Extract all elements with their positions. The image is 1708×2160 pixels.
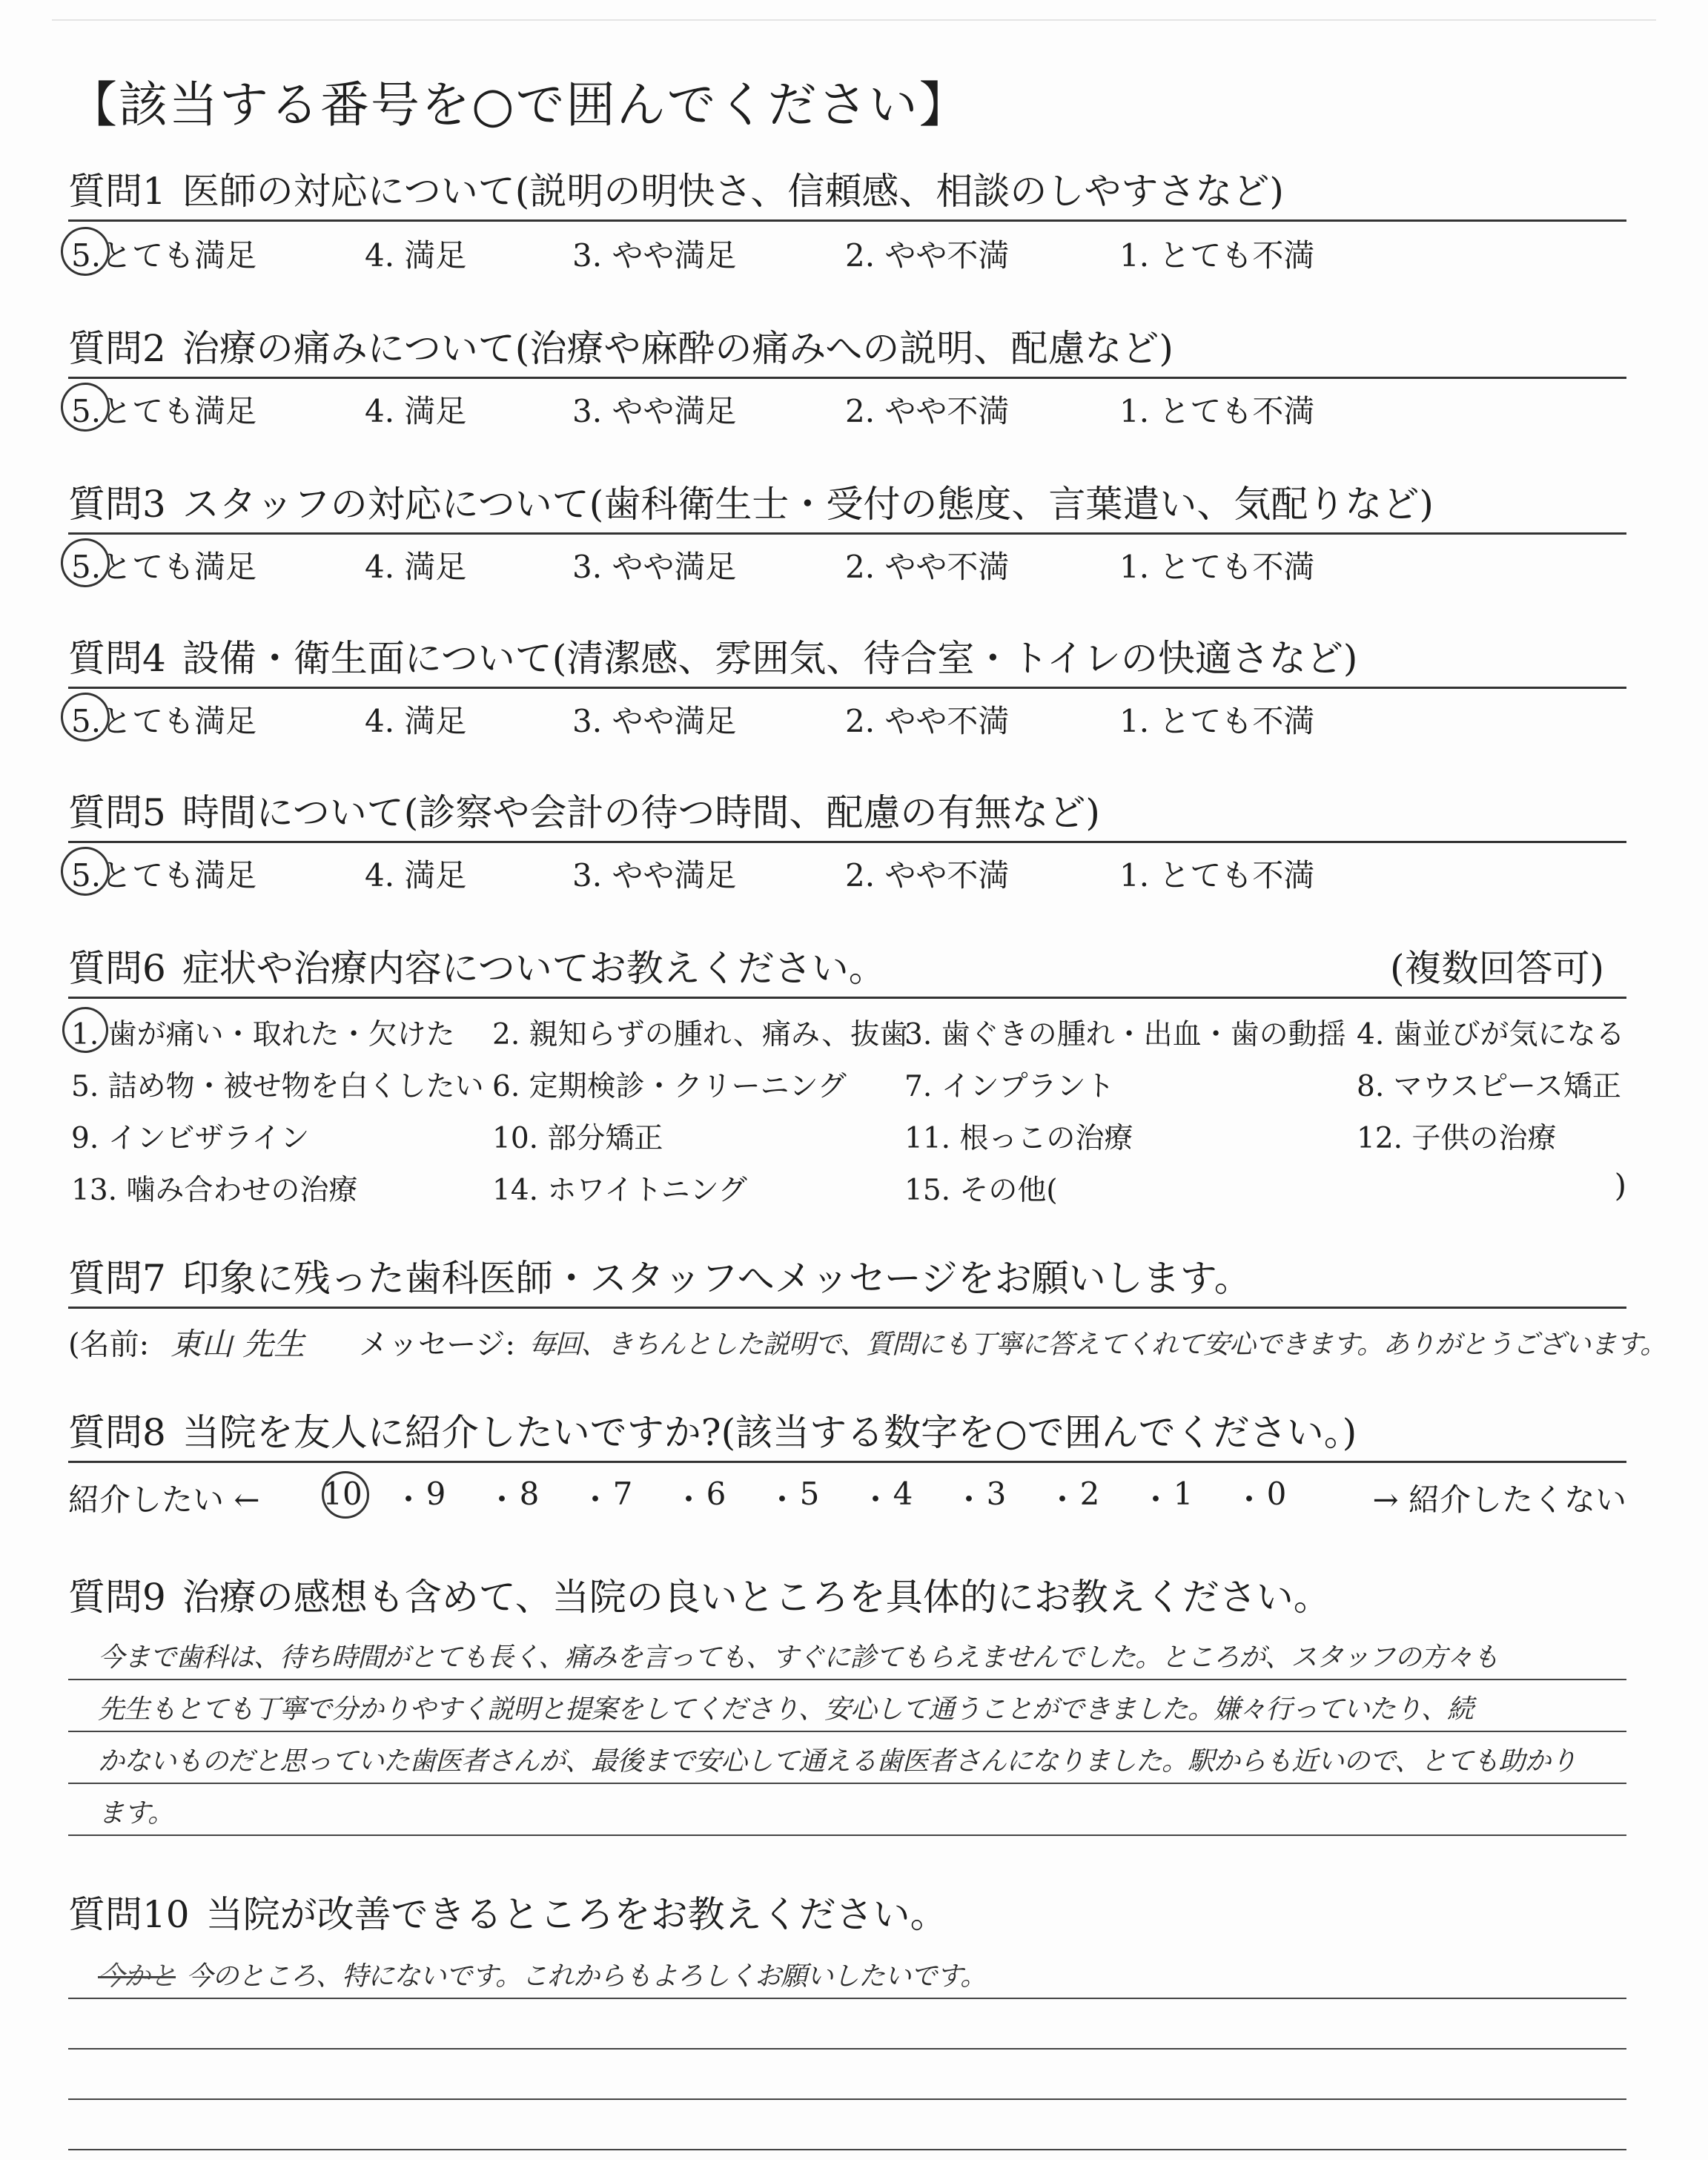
q2-option-4[interactable]: 4. 満足 <box>365 393 467 429</box>
q8-score-2[interactable]: 2 <box>1079 1476 1100 1512</box>
question-6-row-1 <box>71 1011 1626 1054</box>
q4-option-3[interactable]: 3. やや満足 <box>572 703 737 739</box>
q8-separator: ・ <box>580 1482 612 1518</box>
question-2-header <box>68 326 1626 379</box>
question-2-label: 質問2 <box>68 327 166 370</box>
q9-answer-line-1[interactable] <box>68 1628 1626 1680</box>
question-1-label: 質問1 <box>68 170 166 213</box>
question-9-title: 治療の感想も含めて、当院の良いところを具体的にお教えください。 <box>182 1576 1331 1619</box>
q8-score-6[interactable]: 6 <box>706 1476 726 1512</box>
question-8-header <box>68 1410 1626 1463</box>
q2-option-1[interactable]: 1. とても不満 <box>1119 393 1315 429</box>
q8-score-9[interactable]: 9 <box>426 1476 446 1512</box>
question-6-note: (複数回答可) <box>1389 947 1604 990</box>
q5-option-3[interactable]: 3. やや満足 <box>572 857 737 894</box>
q8-score-5[interactable]: 5 <box>799 1476 820 1512</box>
question-6-label: 質問6 <box>68 947 166 990</box>
q3-option-1[interactable]: 1. とても不満 <box>1119 549 1315 585</box>
form-title: 【該当する番号を○で囲んでください】 <box>68 76 970 133</box>
q10-answer-line-2[interactable] <box>68 1998 1626 2050</box>
q6-option-9[interactable]: 9. インビザライン <box>71 1122 310 1155</box>
question-10-label: 質問10 <box>68 1893 190 1936</box>
q2-option-2[interactable]: 2. やや不満 <box>845 393 1010 429</box>
question-4-title: 設備・衛生面について(清潔感、雰囲気、待合室・トイレの快適さなど) <box>182 637 1358 680</box>
q6-option-11[interactable]: 11. 根っこの治療 <box>904 1122 1133 1155</box>
q6-option-8[interactable]: 8. マウスピース矯正 <box>1357 1070 1621 1103</box>
q4-option-5[interactable]: 5.とても満足 <box>71 697 256 742</box>
q7-message-label: メッセージ: <box>358 1327 515 1362</box>
q8-score-0[interactable]: 0 <box>1266 1476 1287 1512</box>
q8-left-label: 紹介したい ← <box>68 1482 260 1518</box>
q7-name-label: (名前: <box>68 1327 150 1362</box>
q3-option-3[interactable]: 3. やや満足 <box>572 549 737 585</box>
q5-option-2[interactable]: 2. やや不満 <box>845 857 1010 894</box>
question-6-row-2 <box>71 1063 1626 1106</box>
q10-answer-text-1: 今のところ、特にないです。これからもよろしくお願いしたいです。 <box>186 1961 987 1992</box>
question-6-row-3 <box>71 1115 1626 1158</box>
q10-answer-line-1[interactable] <box>68 1947 1626 1999</box>
question-7-header <box>68 1256 1626 1309</box>
q6-option-2[interactable]: 2. 親知らずの腫れ、痛み、抜歯 <box>492 1018 909 1051</box>
q8-separator: ・ <box>673 1482 705 1518</box>
q10-answer-line-3[interactable] <box>68 2048 1626 2100</box>
question-6-row-4 <box>71 1167 1626 1210</box>
question-10-title: 当院が改善できるところをお教えください。 <box>205 1893 947 1936</box>
q1-option-3[interactable]: 3. やや満足 <box>572 237 737 274</box>
q6-option-5[interactable]: 5. 詰め物・被せ物を白くしたい <box>71 1070 484 1103</box>
q8-separator: ・ <box>1047 1482 1079 1518</box>
question-7-answer <box>68 1320 1664 1372</box>
question-6-title: 症状や治療内容についてお教えください。 <box>182 947 886 990</box>
q6-option-3[interactable]: 3. 歯ぐきの腫れ・出血・歯の動揺 <box>904 1018 1346 1051</box>
q6-option-1[interactable]: 1. 歯が痛い・取れた・欠けた <box>71 1011 455 1053</box>
q6-option-6[interactable]: 6. 定期検診・クリーニング <box>492 1070 847 1103</box>
q9-answer-line-3[interactable] <box>68 1732 1626 1784</box>
q3-option-4[interactable]: 4. 満足 <box>365 549 467 585</box>
q5-option-5[interactable]: 5.とても満足 <box>71 851 256 896</box>
q8-score-1[interactable]: 1 <box>1173 1476 1194 1512</box>
question-7-title: 印象に残った歯科医師・スタッフへメッセージをお願いします。 <box>182 1257 1251 1300</box>
q6-option-4[interactable]: 4. 歯並びが気になる <box>1357 1018 1625 1051</box>
question-4-header <box>68 636 1626 689</box>
q8-score-7[interactable]: 7 <box>612 1476 633 1512</box>
q9-answer-text-1: 今まで歯科は、待ち時間がとても長く、痛みを言っても、すぐに診てもらえませんでした。ところが、スタッフの方々も <box>98 1642 1499 1673</box>
question-3-label: 質問3 <box>68 483 166 526</box>
q2-option-5[interactable]: 5.とても満足 <box>71 387 256 432</box>
question-1-title: 医師の対応について(説明の明快さ、信頼感、相談のしやすさなど) <box>182 170 1284 213</box>
question-3-header <box>68 482 1626 535</box>
q8-right-label: → 紹介したくない <box>1372 1482 1626 1518</box>
question-4-label: 質問4 <box>68 637 166 680</box>
question-8-scale <box>68 1470 1626 1522</box>
question-7-label: 質問7 <box>68 1257 166 1300</box>
question-9-header <box>68 1575 1626 1625</box>
q8-separator: ・ <box>860 1482 892 1518</box>
q7-name-value[interactable]: 東山 先生 <box>170 1326 305 1362</box>
q8-score-8[interactable]: 8 <box>519 1476 540 1512</box>
question-3-title: スタッフの対応について(歯科衛生士・受付の態度、言葉遣い、気配りなど) <box>182 483 1434 526</box>
q10-answer-line-4[interactable] <box>68 2098 1626 2150</box>
q6-option-12[interactable]: 12. 子供の治療 <box>1357 1122 1557 1155</box>
q1-option-4[interactable]: 4. 満足 <box>365 237 467 274</box>
q8-score-3[interactable]: 3 <box>986 1476 1007 1512</box>
q10-struck-text: 今かと <box>98 1961 176 1992</box>
question-10-header <box>68 1892 1626 1943</box>
q1-option-2[interactable]: 2. やや不満 <box>845 237 1010 274</box>
q8-separator: ・ <box>953 1482 985 1518</box>
q8-separator: ・ <box>1234 1482 1265 1518</box>
q8-score-10[interactable]: 10 <box>320 1476 365 1512</box>
q8-separator: ・ <box>393 1482 425 1518</box>
q8-separator: ・ <box>486 1482 518 1518</box>
top-border <box>52 19 1656 21</box>
q6-option-14[interactable]: 14. ホワイトニング <box>492 1174 747 1207</box>
question-6-header <box>68 946 1626 999</box>
question-2-title: 治療の痛みについて(治療や麻酔の痛みへの説明、配慮など) <box>182 327 1174 370</box>
question-1-header <box>68 169 1626 222</box>
question-8-title: 当院を友人に紹介したいですか?(該当する数字を○で囲んでください。) <box>182 1411 1357 1454</box>
q6-option-10[interactable]: 10. 部分矯正 <box>492 1122 663 1155</box>
q9-answer-text-3: かないものだと思っていた歯医者さんが、最後まで安心して通える歯医者さんになりました。駅からも近いので、とても助かり <box>98 1746 1577 1777</box>
q8-separator: ・ <box>1140 1482 1172 1518</box>
question-9-label: 質問9 <box>68 1576 166 1619</box>
q6-option-13[interactable]: 13. 噛み合わせの治療 <box>71 1174 358 1207</box>
q1-option-1[interactable]: 1. とても不満 <box>1119 237 1315 274</box>
q6-option-15[interactable]: 15. その他( <box>904 1174 1058 1207</box>
q6-option-7[interactable]: 7. インプラント <box>904 1070 1115 1103</box>
q4-option-2[interactable]: 2. やや不満 <box>845 703 1010 739</box>
question-5-label: 質問5 <box>68 791 166 834</box>
q4-option-1[interactable]: 1. とても不満 <box>1119 703 1315 739</box>
q6-other-close: ) <box>1614 1167 1626 1203</box>
q4-option-4[interactable]: 4. 満足 <box>365 703 467 739</box>
q9-answer-text-4: ます。 <box>98 1798 174 1829</box>
question-5-title: 時間について(診察や会計の待つ時間、配慮の有無など) <box>182 791 1100 834</box>
q5-option-4[interactable]: 4. 満足 <box>365 857 467 894</box>
q9-answer-line-2[interactable] <box>68 1680 1626 1732</box>
q3-option-5[interactable]: 5.とても満足 <box>71 543 256 587</box>
q3-option-2[interactable]: 2. やや不満 <box>845 549 1010 585</box>
q7-message-value[interactable]: 毎回、きちんとした説明で、質問にも丁寧に答えてくれて安心できます。ありがとうございます。 <box>529 1329 1666 1360</box>
q1-option-5[interactable]: 5.とても満足 <box>71 231 256 276</box>
q2-option-3[interactable]: 3. やや満足 <box>572 393 737 429</box>
question-8-label: 質問8 <box>68 1411 166 1454</box>
q9-answer-line-4[interactable] <box>68 1784 1626 1836</box>
question-5-header <box>68 790 1626 843</box>
q8-separator: ・ <box>767 1482 798 1518</box>
q5-option-1[interactable]: 1. とても不満 <box>1119 857 1315 894</box>
q8-score-4[interactable]: 4 <box>893 1476 913 1512</box>
q9-answer-text-2: 先生もとても丁寧で分かりやすく説明と提案をしてくださり、安心して通うことができました。嫌々行っていたり、続 <box>98 1694 1474 1725</box>
